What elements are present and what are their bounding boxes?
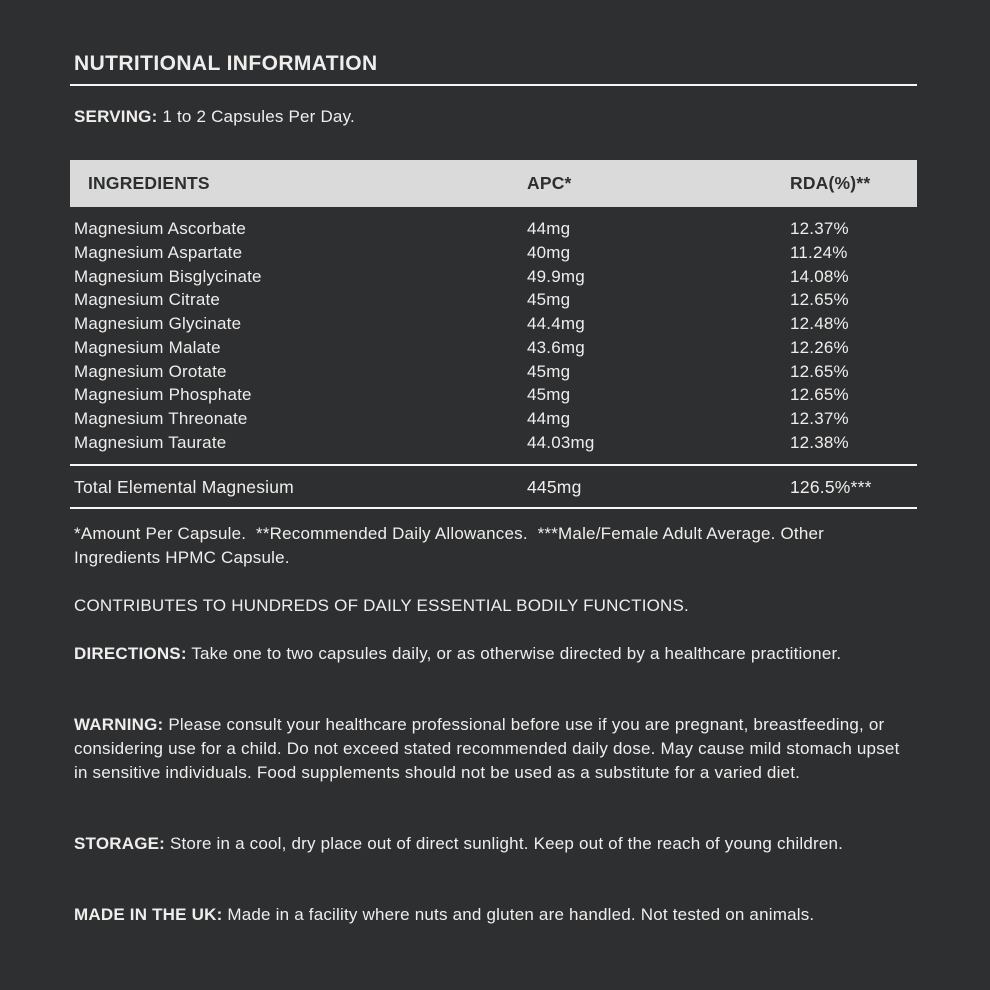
- page-title: NUTRITIONAL INFORMATION: [74, 52, 378, 75]
- ingredient-rda: 14.08%: [790, 266, 849, 286]
- ingredient-rda: 12.65%: [790, 290, 849, 310]
- ingredient-rda: 12.65%: [790, 361, 849, 381]
- ingredient-apc: 44mg: [527, 219, 571, 238]
- ingredient-rda: 12.65%: [790, 385, 849, 405]
- made-in-uk-section: [74, 903, 915, 927]
- table-row: [70, 431, 917, 455]
- ingredient-name: Magnesium Threonate: [74, 409, 248, 428]
- total-row: [70, 475, 917, 499]
- total-divider-top: [70, 464, 917, 466]
- ingredient-apc: 43.6mg: [527, 337, 585, 357]
- table-row: [70, 383, 917, 407]
- ingredients-table-header: [70, 160, 917, 207]
- serving-value: 1 to 2 Capsules Per Day.: [162, 107, 355, 126]
- contributes-line: CONTRIBUTES TO HUNDREDS OF DAILY ESSENTIAL BODILY FUNCTIONS.: [74, 596, 689, 615]
- ingredient-apc: 45mg: [527, 290, 571, 310]
- column-header-rda: RDA(%)**: [790, 173, 871, 193]
- title-underline: [70, 84, 917, 86]
- ingredient-rda: 11.24%: [790, 242, 848, 262]
- warning-text: Please consult your healthcare professional before use if you are pregnant, breastfeeding, or considering use for a child. Do not exceed stated recommended daily dose. May cause mild stomach upset in sensitive individuals. Food supplements should not be used as a substitute for a varied diet.: [74, 715, 900, 782]
- table-row: [70, 288, 917, 312]
- storage-section: [74, 832, 915, 856]
- total-name: Total Elemental Magnesium: [74, 477, 294, 497]
- made-in-uk-text: Made in a facility where nuts and gluten are handled. Not tested on animals.: [227, 905, 815, 924]
- ingredient-name: Magnesium Malate: [74, 337, 221, 357]
- storage-label: STORAGE:: [74, 834, 166, 853]
- table-row: [70, 360, 917, 384]
- storage-text: Store in a cool, dry place out of direct sunlight. Keep out of the reach of young children.: [169, 834, 844, 853]
- ingredient-name: Magnesium Orotate: [74, 361, 227, 381]
- ingredient-name: Magnesium Bisglycinate: [74, 266, 262, 286]
- directions-section: [74, 642, 915, 666]
- ingredient-name: Magnesium Glycinate: [74, 314, 242, 333]
- ingredient-name: Magnesium Phosphate: [74, 385, 252, 405]
- ingredient-name: Magnesium Taurate: [74, 432, 227, 452]
- warning-section: [74, 713, 915, 785]
- column-header-apc: APC*: [527, 173, 572, 193]
- warning-label: WARNING:: [74, 715, 164, 734]
- ingredient-name: Magnesium Ascorbate: [74, 219, 246, 238]
- directions-text: Take one to two capsules daily, or as otherwise directed by a healthcare practitioner.: [191, 644, 842, 663]
- table-row: [70, 217, 917, 241]
- ingredient-name: Magnesium Aspartate: [74, 242, 243, 262]
- label-content: [70, 0, 917, 990]
- footnotes-text: *Amount Per Capsule. **Recommended Daily Allowances. ***Male/Female Adult Average. Other Ingredients HPMC Capsule.: [74, 524, 829, 567]
- ingredient-rda: 12.37%: [790, 219, 849, 238]
- ingredient-rda: 12.26%: [790, 337, 849, 357]
- ingredient-name: Magnesium Citrate: [74, 290, 221, 310]
- total-apc: 445mg: [527, 477, 582, 497]
- ingredient-apc: 45mg: [527, 361, 571, 381]
- table-row: [70, 312, 917, 336]
- made-in-uk-label: MADE IN THE UK:: [74, 905, 223, 924]
- serving-line: [74, 105, 355, 129]
- ingredient-apc: 44.4mg: [527, 314, 585, 333]
- ingredient-apc: 44.03mg: [527, 432, 595, 452]
- ingredient-apc: 45mg: [527, 385, 571, 405]
- ingredients-table-body: [70, 217, 917, 455]
- total-rda: 126.5%***: [790, 477, 872, 497]
- column-header-ingredients: INGREDIENTS: [88, 173, 210, 193]
- table-row: [70, 407, 917, 431]
- serving-label: SERVING:: [74, 107, 158, 126]
- table-row: [70, 241, 917, 265]
- total-divider-bottom: [70, 507, 917, 509]
- ingredient-apc: 44mg: [527, 409, 571, 428]
- ingredient-apc: 49.9mg: [527, 266, 585, 286]
- directions-label: DIRECTIONS:: [74, 644, 187, 663]
- ingredient-rda: 12.48%: [790, 314, 849, 333]
- ingredient-rda: 12.38%: [790, 432, 849, 452]
- table-row: [70, 265, 917, 289]
- ingredient-apc: 40mg: [527, 242, 571, 262]
- ingredient-rda: 12.37%: [790, 409, 849, 428]
- table-row: [70, 336, 917, 360]
